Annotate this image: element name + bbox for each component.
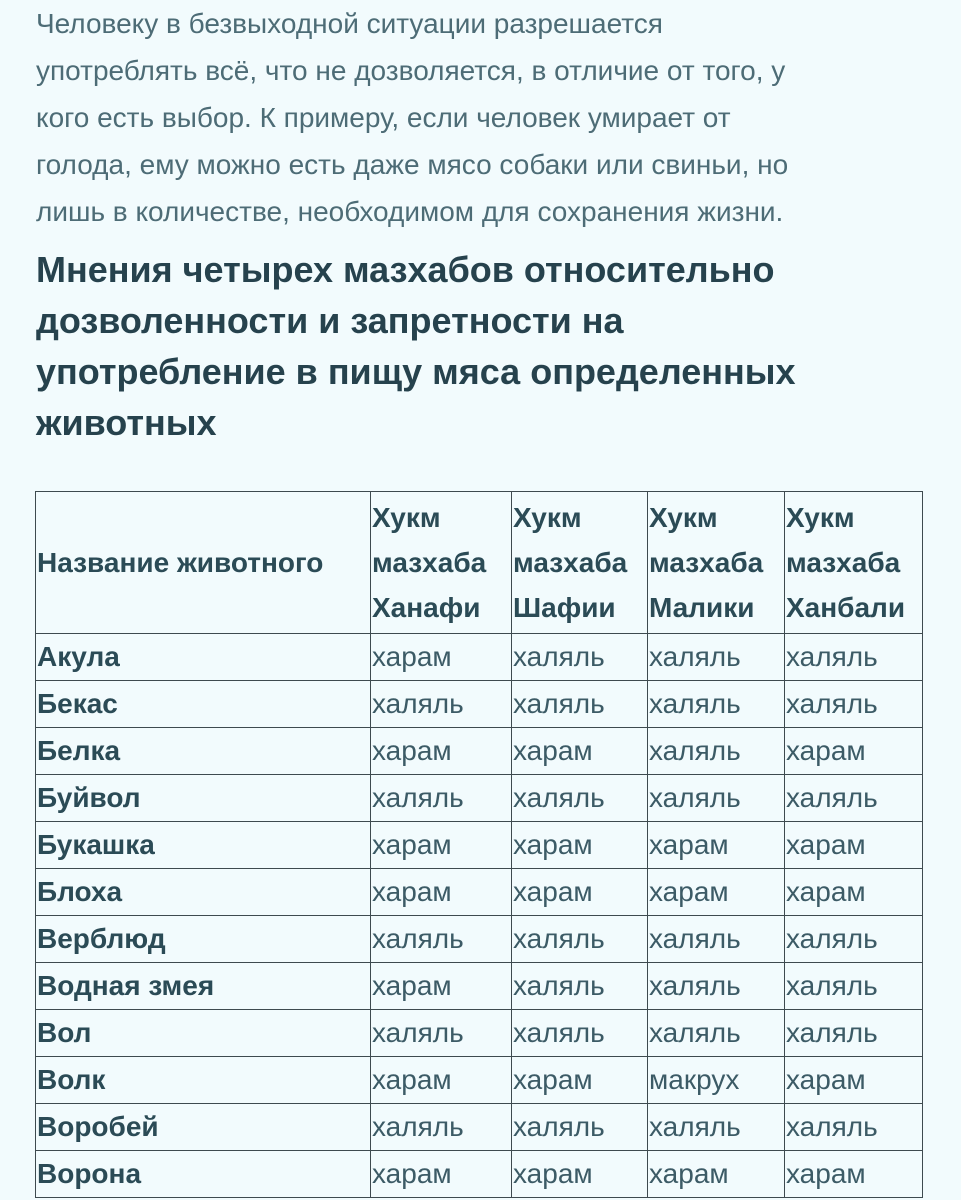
ruling-cell-hanafi: харам — [371, 869, 512, 916]
column-header-animal — [36, 492, 371, 634]
ruling-cell-hanafi: халяль — [371, 1010, 512, 1057]
animal-name-cell: Блоха — [36, 869, 371, 916]
table-row — [36, 1010, 923, 1057]
table-row — [36, 916, 923, 963]
header-line: Хукм — [372, 502, 441, 533]
ruling-cell-maliki: халяль — [648, 728, 785, 775]
animal-name-cell: Волк — [36, 1057, 371, 1104]
ruling-cell-hanbali: халяль — [785, 634, 923, 681]
ruling-cell-shafii: харам — [512, 869, 648, 916]
ruling-cell-shafii: халяль — [512, 916, 648, 963]
ruling-cell-hanbali: халяль — [785, 1010, 923, 1057]
ruling-cell-hanbali: харам — [785, 822, 923, 869]
header-line: Хукм — [513, 502, 582, 533]
ruling-cell-maliki: халяль — [648, 775, 785, 822]
intro-line: употреблять всё, что не дозволяется, в отличие от того, у — [36, 55, 786, 86]
ruling-cell-maliki: харам — [648, 822, 785, 869]
header-line: мазхаба — [372, 547, 487, 578]
ruling-cell-shafii: халяль — [512, 1104, 648, 1151]
header-line: мазхаба — [786, 547, 901, 578]
ruling-cell-shafii: халяль — [512, 1010, 648, 1057]
column-header-hanafi — [371, 492, 512, 634]
ruling-cell-hanbali: харам — [785, 1057, 923, 1104]
table-row — [36, 681, 923, 728]
animal-name-cell: Бекас — [36, 681, 371, 728]
table-row — [36, 963, 923, 1010]
ruling-cell-hanafi: харам — [371, 963, 512, 1010]
ruling-cell-shafii: харам — [512, 822, 648, 869]
header-line: Название животного — [37, 547, 324, 578]
animal-name-cell: Белка — [36, 728, 371, 775]
table-row — [36, 1057, 923, 1104]
section-heading — [36, 244, 936, 448]
ruling-cell-hanbali: харам — [785, 728, 923, 775]
ruling-cell-maliki: халяль — [648, 963, 785, 1010]
ruling-cell-hanbali: халяль — [785, 1104, 923, 1151]
column-header-hanbali — [785, 492, 923, 634]
intro-paragraph — [36, 0, 936, 235]
ruling-cell-hanafi: харам — [371, 1151, 512, 1198]
animal-name-cell: Вол — [36, 1010, 371, 1057]
animal-name-cell: Буйвол — [36, 775, 371, 822]
animal-name-cell: Верблюд — [36, 916, 371, 963]
ruling-cell-maliki: халяль — [648, 681, 785, 728]
ruling-cell-maliki: макрух — [648, 1057, 785, 1104]
ruling-cell-shafii: харам — [512, 1057, 648, 1104]
ruling-cell-shafii: харам — [512, 1151, 648, 1198]
ruling-cell-maliki: харам — [648, 1151, 785, 1198]
ruling-cell-hanbali: халяль — [785, 916, 923, 963]
ruling-cell-maliki: халяль — [648, 634, 785, 681]
ruling-cell-hanbali: харам — [785, 1151, 923, 1198]
header-line: Ханафи — [372, 592, 481, 623]
ruling-cell-shafii: халяль — [512, 634, 648, 681]
ruling-cell-shafii: халяль — [512, 963, 648, 1010]
animals-ruling-table — [35, 491, 923, 1198]
table-header-row — [36, 492, 923, 634]
ruling-cell-maliki: харам — [648, 869, 785, 916]
header-line: Хукм — [786, 502, 855, 533]
animal-name-cell: Воробей — [36, 1104, 371, 1151]
intro-line: лишь в количестве, необходимом для сохранения жизни. — [36, 196, 784, 227]
ruling-cell-hanafi: харам — [371, 1057, 512, 1104]
ruling-cell-shafii: халяль — [512, 775, 648, 822]
heading-line: дозволенности и запретности на — [36, 300, 624, 341]
table-row — [36, 634, 923, 681]
ruling-cell-maliki: халяль — [648, 916, 785, 963]
ruling-cell-hanbali: харам — [785, 869, 923, 916]
ruling-cell-maliki: халяль — [648, 1104, 785, 1151]
header-line: Малики — [649, 592, 755, 623]
ruling-cell-hanafi: харам — [371, 728, 512, 775]
table-row — [36, 728, 923, 775]
ruling-cell-hanafi: халяль — [371, 1104, 512, 1151]
heading-line: животных — [36, 402, 217, 443]
header-line: мазхаба — [513, 547, 628, 578]
column-header-maliki — [648, 492, 785, 634]
intro-line: кого есть выбор. К примеру, если человек умирает от — [36, 102, 731, 133]
table-row — [36, 775, 923, 822]
table-row — [36, 1151, 923, 1198]
heading-line: Мнения четырех мазхабов относительно — [36, 249, 775, 290]
ruling-cell-hanbali: халяль — [785, 775, 923, 822]
ruling-cell-shafii: харам — [512, 728, 648, 775]
column-header-shafii — [512, 492, 648, 634]
ruling-cell-hanafi: харам — [371, 822, 512, 869]
animal-name-cell: Ворона — [36, 1151, 371, 1198]
ruling-cell-maliki: халяль — [648, 1010, 785, 1057]
header-line: Шафии — [513, 592, 616, 623]
intro-line: голода, ему можно есть даже мясо собаки или свиньи, но — [36, 149, 789, 180]
animal-name-cell: Водная змея — [36, 963, 371, 1010]
table-row — [36, 1104, 923, 1151]
header-line: Хукм — [649, 502, 718, 533]
ruling-cell-hanbali: халяль — [785, 963, 923, 1010]
animal-name-cell: Акула — [36, 634, 371, 681]
ruling-cell-shafii: халяль — [512, 681, 648, 728]
header-line: Ханбали — [786, 592, 906, 623]
ruling-cell-hanafi: халяль — [371, 775, 512, 822]
heading-line: употребление в пищу мяса определенных — [36, 351, 796, 392]
table-row — [36, 822, 923, 869]
animal-name-cell: Букашка — [36, 822, 371, 869]
ruling-cell-hanafi: харам — [371, 634, 512, 681]
ruling-cell-hanbali: халяль — [785, 681, 923, 728]
intro-line: Человеку в безвыходной ситуации разрешается — [36, 8, 663, 39]
ruling-cell-hanafi: халяль — [371, 681, 512, 728]
header-line: мазхаба — [649, 547, 764, 578]
ruling-cell-hanafi: халяль — [371, 916, 512, 963]
table-row — [36, 869, 923, 916]
